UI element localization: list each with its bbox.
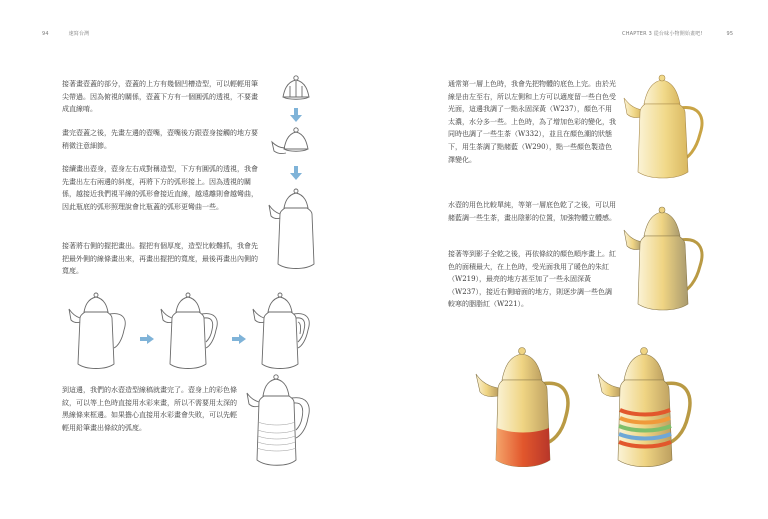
right-paragraph-1: 通常第一層上色時，我會先把物體的底色上完。由於光線是由左至右，所以左側和上方可以適度留一些白色受光面，這邊我調了一點永固深黃（W237），顏色不用太濃，水分多一些。上色時，為了增加色彩的變化，我同時也調了一些生茶（W332），並且在顏色潮的狀態下，用生茶調了點赭藍（W290），點一些顏色製造色澤變化。	[448, 80, 616, 164]
right-paragraph-2: 水壺的用色比較單純，等第一層底色乾了之後，可以用赭藍調一些生茶，畫出陰影的位置，加強物體立體感。	[448, 201, 616, 222]
sketch-lid-step	[276, 72, 316, 106]
left-paragraph-2: 畫完壺蓋之後，先畫左邊的壺嘴，壺嘴後方跟壺身接觸的地方要稍微注意細節。	[62, 129, 258, 150]
left-paragraph-4: 接著將右側的握把畫出。握把有個厚度，造型比較難抓，我會先把最外側的線條畫出來，再畫出握把的寬度，最後再畫出內側的寬度。	[62, 242, 258, 276]
right-page-number: 95	[726, 31, 734, 37]
right-page-header	[622, 30, 733, 37]
sketch-complete-lineart	[246, 372, 312, 470]
sketch-handle-step-1	[68, 290, 130, 372]
left-running-title: 速寫台灣	[68, 31, 90, 37]
sketch-handle-step-2	[160, 290, 222, 372]
arrow-down-icon	[290, 166, 302, 180]
kettle-painted-rainbow-stripes	[596, 344, 696, 472]
sketch-body-step	[268, 186, 320, 272]
right-running-title: CHAPTER 3 從台味小物開始畫吧!	[622, 31, 703, 37]
kettle-painted-base-layer	[622, 72, 706, 182]
sketch-spout-step	[270, 124, 318, 164]
arrow-right-icon	[140, 334, 154, 344]
kettle-painted-red-stripe	[474, 344, 574, 472]
left-page-number: 94	[42, 31, 49, 37]
left-paragraph-1: 接著畫壺蓋的部分，壺蓋的上方有幾個凹槽造型，可以輕輕用筆尖帶過。因為俯視的關係，壺蓋下方有一個圓弧的透視，不要畫成直線唷。	[62, 80, 258, 114]
right-paragraph-3: 接著等到影子全乾之後，再依條紋的顏色順序畫上。紅色的面積最大，在上色時，受光面我用了暖色的朱紅（W219），最亮的地方甚至加了一些永固深黃（W237），接近右側暗面的地方，則逐步調一些色調較寒的胭脂紅（W221）。	[448, 250, 616, 309]
left-page-header	[42, 30, 89, 37]
left-paragraph-3: 接續畫出壺身，壺身左右成對稱造型，下方有圓弧的透視，我會先畫出左右兩邊的斜度，再將下方的弧形接上。因為透視的關係，越接近我們視平線的弧形會接近直線，越遠離則會越彎曲，因此瓶底的弧形照理說會比瓶蓋的弧形更彎曲一些。	[62, 165, 258, 211]
arrow-right-icon	[232, 334, 246, 344]
kettle-painted-shadow-layer	[622, 204, 706, 314]
sketch-handle-step-3	[252, 290, 314, 372]
arrow-down-icon	[290, 108, 302, 122]
left-paragraph-5: 到這邊，我們的水壺造型線稿就畫完了。壺身上的彩色條紋，可以等上色時直接用水彩來畫，所以不需要用太深的黑線條來框邊。如果擔心直接用水彩畫會失敗，可以先輕輕用鉛筆畫出條紋的弧度。	[62, 386, 237, 432]
